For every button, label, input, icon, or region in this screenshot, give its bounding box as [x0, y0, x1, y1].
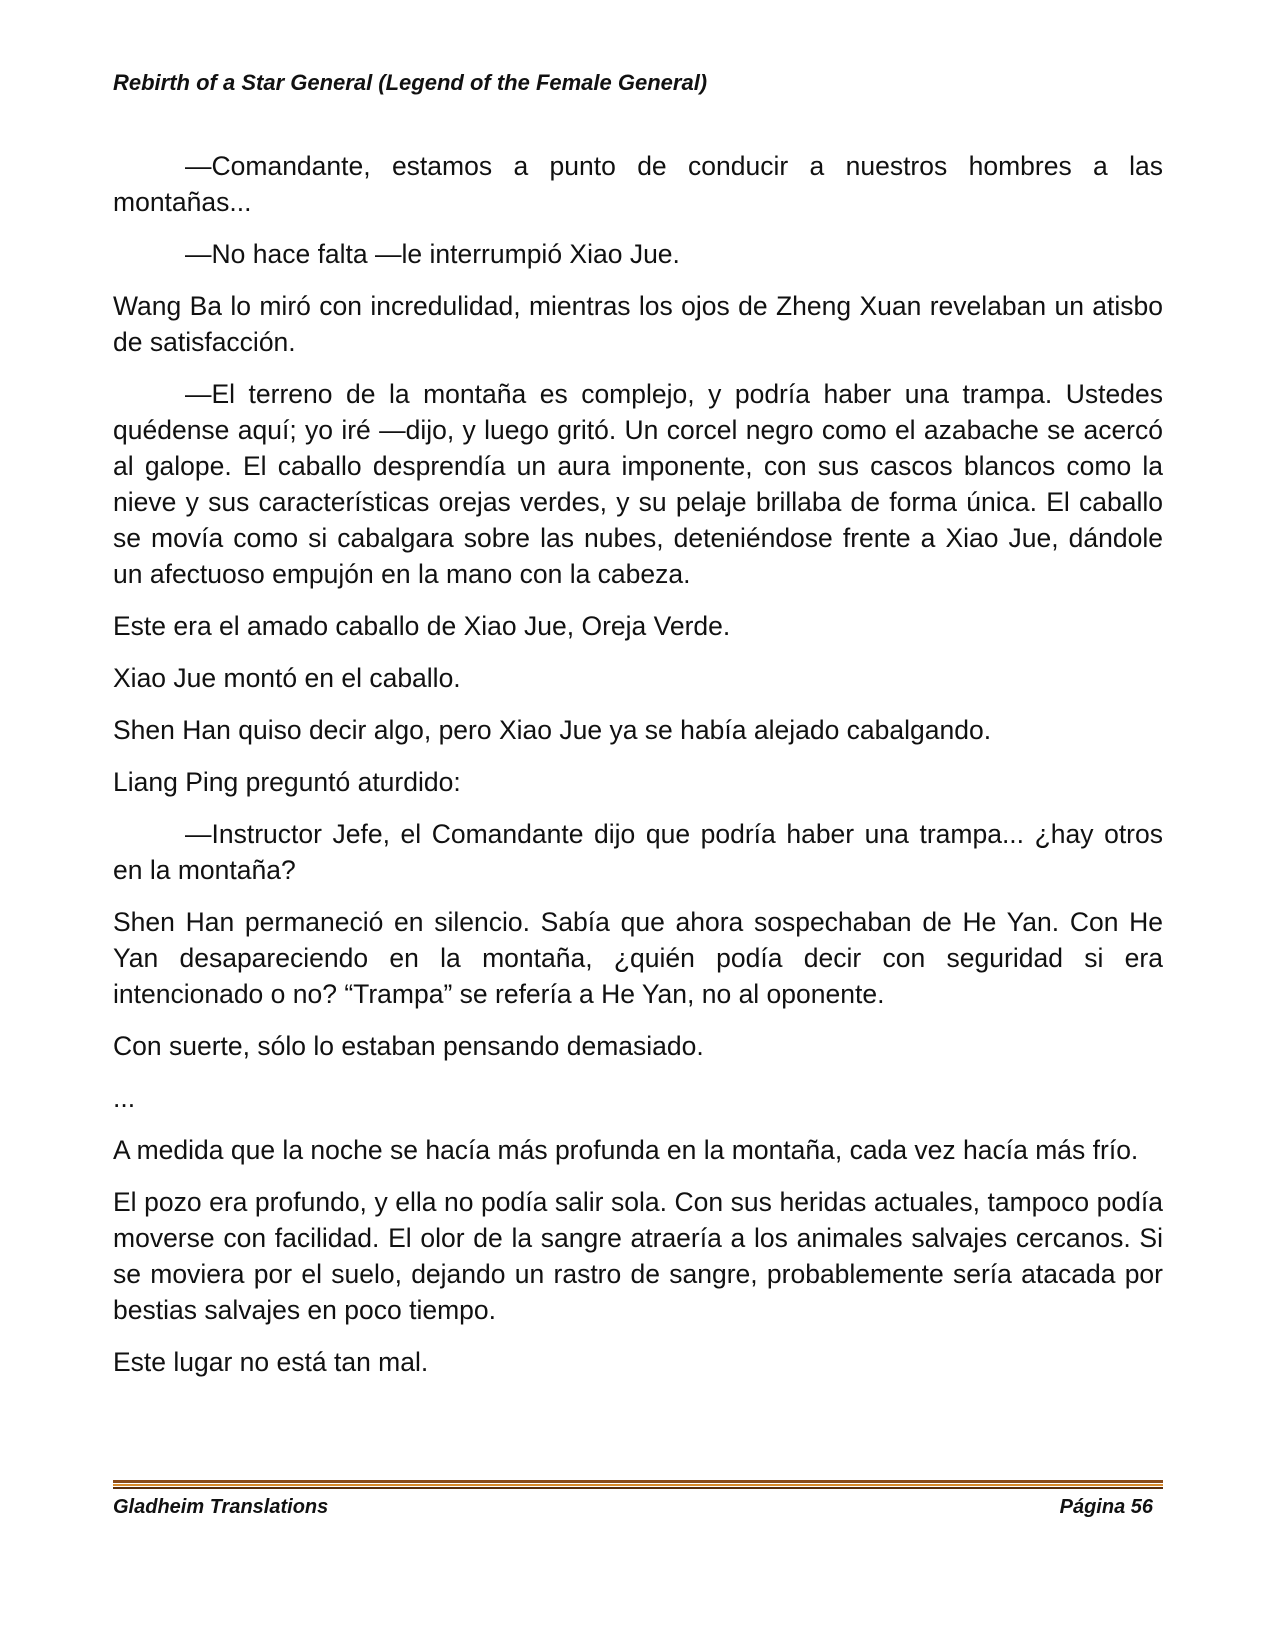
paragraph: Shen Han quiso decir algo, pero Xiao Jue ya se había alejado cabalgando.	[113, 715, 992, 745]
paragraph: Shen Han permaneció en silencio. Sabía que ahora sospechaban de He Yan. Con He Yan desapareciendo en la montaña, ¿quién podía decir con seguridad si era intencionado o no? “Trampa” se refería a He Yan, no al oponente.	[113, 907, 1163, 1009]
paragraph: Este lugar no está tan mal.	[113, 1347, 429, 1377]
footer-divider-line	[113, 1484, 1163, 1486]
paragraph: —Comandante, estamos a punto de conducir a nuestros hombres a las montañas...	[113, 151, 1163, 217]
paragraph: El pozo era profundo, y ella no podía salir sola. Con sus heridas actuales, tampoco podía moverse con facilidad. El olor de la sangre atraería a los animales salvajes cercanos. Si se moviera por el suelo, dejando un rastro de sangre, probablemente sería atacada por bestias salvajes en poco tiempo.	[113, 1187, 1163, 1325]
paragraph: Con suerte, sólo lo estaban pensando demasiado.	[113, 1031, 704, 1061]
footer-publisher: Gladheim Translations	[113, 1496, 329, 1518]
paragraph: Liang Ping preguntó aturdido:	[113, 767, 461, 797]
paragraph: Xiao Jue montó en el caballo.	[113, 663, 461, 693]
page-header-title: Rebirth of a Star General (Legend of the Female General)	[113, 70, 708, 95]
footer-page-number: Página 56	[1059, 1496, 1153, 1518]
footer-divider-line	[113, 1480, 1163, 1483]
paragraph: Este era el amado caballo de Xiao Jue, Oreja Verde.	[113, 611, 731, 641]
scene-break: ...	[113, 1083, 136, 1113]
footer-divider	[113, 1480, 1163, 1490]
paragraph: —El terreno de la montaña es complejo, y podría haber una trampa. Ustedes quédense aquí; yo iré —dijo, y luego gritó. Un corcel negro como el azabache se acercó al galope. El caballo desprendía un aura imponente, con sus cascos blancos como la nieve y sus características orejas verdes, y su pelaje brillaba de forma única. El caballo se movía como si cabalgara sobre las nubes, deteniéndose frente a Xiao Jue, dándole un afectuoso empujón en la mano con la cabeza.	[113, 379, 1163, 589]
paragraph: A medida que la noche se hacía más profunda en la montaña, cada vez hacía más frío.	[113, 1135, 1139, 1165]
paragraph: —No hace falta —le interrumpió Xiao Jue.	[185, 239, 680, 269]
document-body	[113, 148, 1163, 1396]
footer-divider-line	[113, 1487, 1163, 1489]
paragraph: —Instructor Jefe, el Comandante dijo que podría haber una trampa... ¿hay otros en la montaña?	[113, 819, 1163, 885]
paragraph: Wang Ba lo miró con incredulidad, mientras los ojos de Zheng Xuan revelaban un atisbo de satisfacción.	[113, 291, 1163, 357]
